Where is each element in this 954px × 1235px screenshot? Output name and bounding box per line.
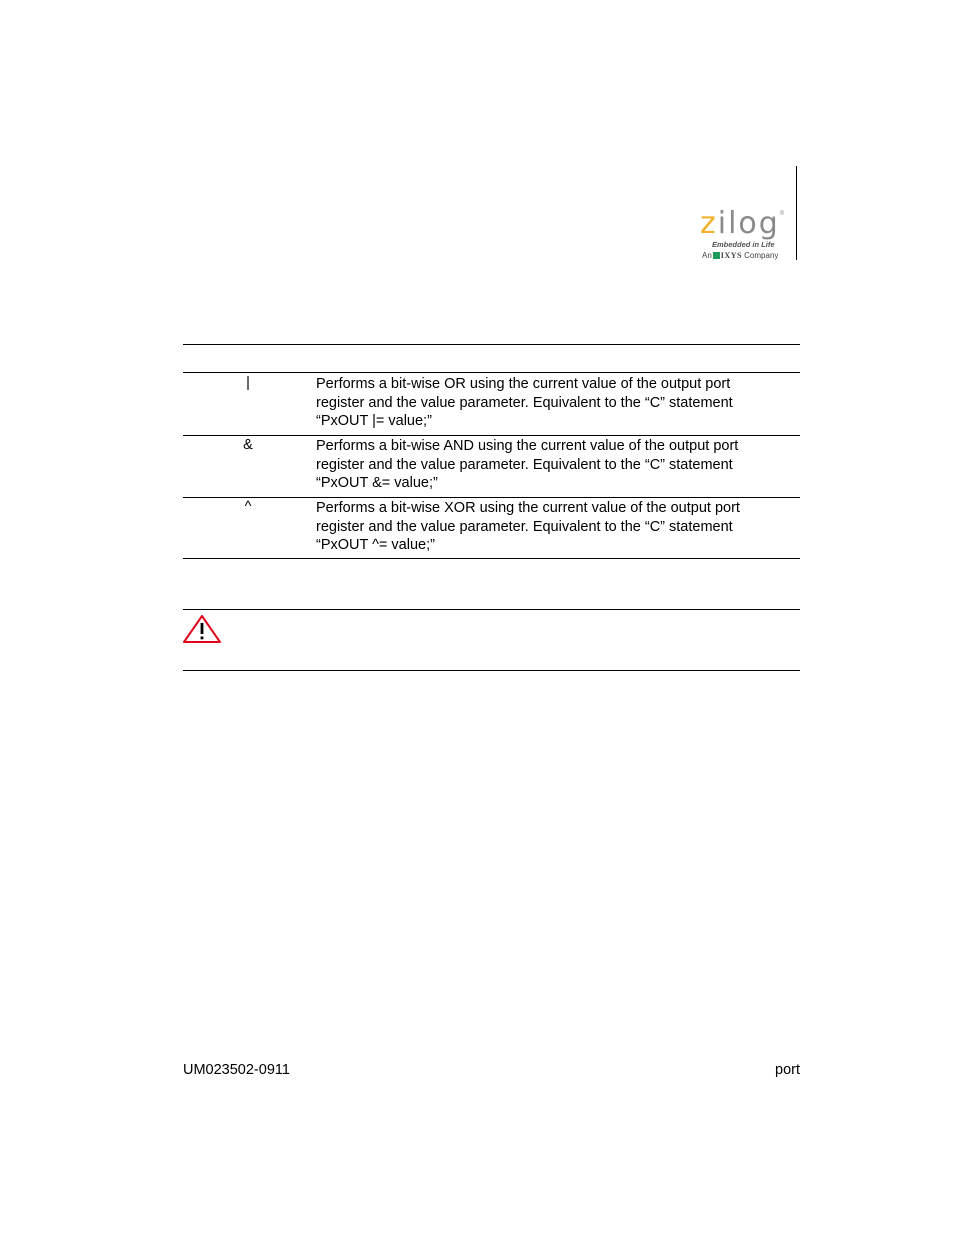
header-vertical-rule (796, 166, 797, 260)
caution-top-rule (183, 609, 800, 610)
warning-triangle-icon (182, 614, 222, 644)
operator-description: Performs a bit-wise OR using the current value of the output port register and the value parameter. Equivalent to the “C” statement “PxOUT |= value;” (316, 376, 733, 430)
operator-symbol: ^ (244, 499, 252, 515)
footer-doc-number: UM023502-0911 (183, 1062, 290, 1078)
operator-symbol: | (246, 375, 250, 391)
logo-company-line (702, 251, 778, 260)
company-prefix: An (702, 251, 712, 260)
header-logo (696, 205, 792, 265)
logo-tagline: Embedded in Life (712, 240, 775, 249)
operator-symbol: & (243, 437, 253, 453)
zilog-wordmark: zilog (700, 206, 780, 241)
table-top-rule (183, 344, 800, 345)
operator-description: Performs a bit-wise AND using the current value of the output port register and the value parameter. Equivalent to the “C” statement “PxOUT &= value;” (316, 438, 739, 492)
ixys-mark-icon (713, 252, 720, 259)
caution-bottom-rule (183, 670, 800, 671)
table-bottom-rule (183, 558, 800, 559)
table-row-rule (183, 435, 800, 436)
trademark-mark: ® (779, 211, 784, 217)
company-suffix: Company (744, 251, 779, 260)
company-name: IXYS (720, 251, 742, 260)
table-row-rule (183, 497, 800, 498)
operator-description: Performs a bit-wise XOR using the current value of the output port register and the value parameter. Equivalent to the “C” statement “PxOUT ^= value;” (316, 500, 740, 554)
table-header-rule (183, 372, 800, 373)
footer-section: port (775, 1062, 800, 1078)
